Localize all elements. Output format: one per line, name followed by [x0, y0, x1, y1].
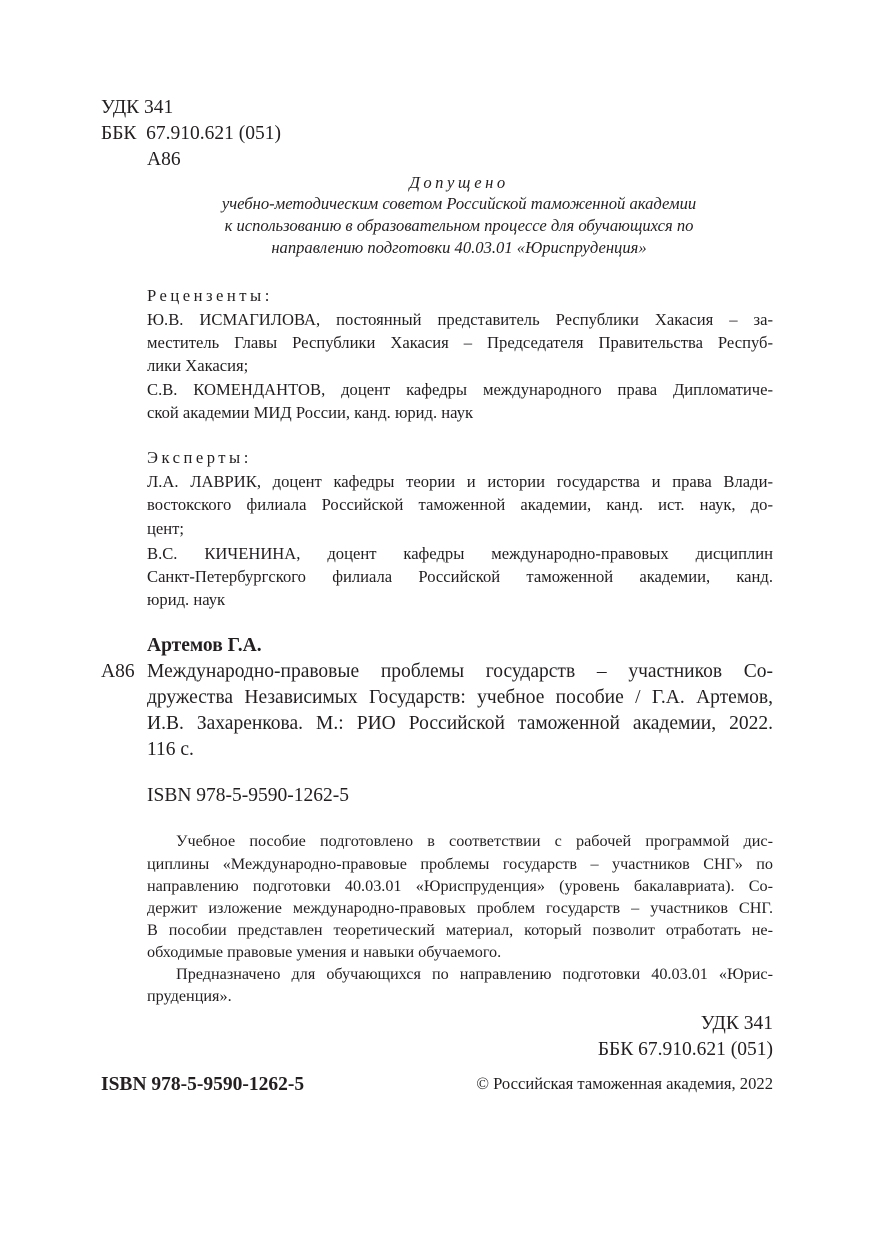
reviewers-heading: Рецензенты: [147, 286, 273, 305]
reviewer-line: С.В. КОМЕНДАНТОВ, доцент кафедры международного права Дипломатиче- [147, 380, 773, 399]
approval-line: учебно-методическим советом Российской таможенной академии [221, 194, 697, 213]
reviewer-line: Ю.В. ИСМАГИЛОВА, постоянный представитель Республики Хакасия – за- [147, 310, 773, 329]
expert-line: Л.А. ЛАВРИК, доцент кафедры теории и истории государства и права Влади- [147, 472, 773, 491]
experts-heading: Эксперты: [147, 448, 252, 467]
udk-top: УДК 341 [101, 97, 174, 118]
expert-line: Санкт-Петербургского филиала Российской таможенной академии, канд. [147, 567, 773, 586]
reviewer-line: ской академии МИД России, канд. юрид. наук [147, 403, 474, 422]
udk-bottom: УДК 341 [700, 1013, 773, 1034]
approval-line: к использованию в образовательном процессе для обучающихся по [224, 216, 694, 235]
annotation-line: держит изложение международно-правовых проблем государств – участников СНГ. [147, 899, 773, 917]
bibliographic-line: Международно-правовые проблемы государств – участников Со- [147, 661, 773, 682]
bibliographic-line: И.В. Захаренкова. М.: РИО Российской таможенной академии, 2022. [147, 713, 773, 734]
annotation-line: В пособии представлен теоретический материал, который позволит отработать не- [147, 921, 773, 939]
annotation-line: Учебное пособие подготовлено в соответствии с рабочей программой дис- [176, 832, 773, 850]
bibliographic-line: дружества Независимых Государств: учебное пособие / Г.А. Артемов, [147, 687, 773, 708]
annotation-line: Предназначено для обучающихся по направлению подготовки 40.03.01 «Юрис- [176, 965, 773, 983]
expert-line: В.С. КИЧЕНИНА, доцент кафедры международно-правовых дисциплин [147, 544, 773, 563]
annotation-line: пруденция». [147, 987, 232, 1005]
annotation-line: направлению подготовки 40.03.01 «Юриспруденция» (уровень бакалавриата). Со- [147, 877, 773, 895]
copyright: © Российская таможенная академия, 2022 [476, 1074, 773, 1093]
annotation-line: обходимые правовые умения и навыки обучаемого. [147, 943, 502, 961]
bbk-bottom: ББК 67.910.621 (051) [597, 1039, 773, 1060]
expert-line: востокского филиала Российской таможенной академии, канд. ист. наук, до- [147, 495, 773, 514]
bibliographic-line: 116 с. [147, 739, 194, 760]
reviewer-line: меститель Главы Республики Хакасия – Председателя Правительства Респуб- [147, 333, 773, 352]
isbn-record: ISBN 978-5-9590-1262-5 [147, 785, 350, 806]
book-author: Артемов Г.А. [147, 635, 262, 656]
approval-title: Допущено [409, 173, 509, 192]
reviewer-line: лики Хакасия; [147, 356, 249, 375]
author-mark: А86 [101, 661, 135, 682]
author-mark-top: А86 [147, 149, 181, 170]
approval-line: направлению подготовки 40.03.01 «Юриспруденция» [271, 238, 647, 257]
expert-line: юрид. наук [147, 590, 226, 609]
bbk-top: ББК 67.910.621 (051) [101, 123, 282, 144]
isbn-footer: ISBN 978-5-9590-1262-5 [101, 1074, 305, 1095]
annotation-line: циплины «Международно-правовые проблемы государств – участников СНГ» по [147, 855, 773, 873]
expert-line: цент; [147, 519, 184, 538]
